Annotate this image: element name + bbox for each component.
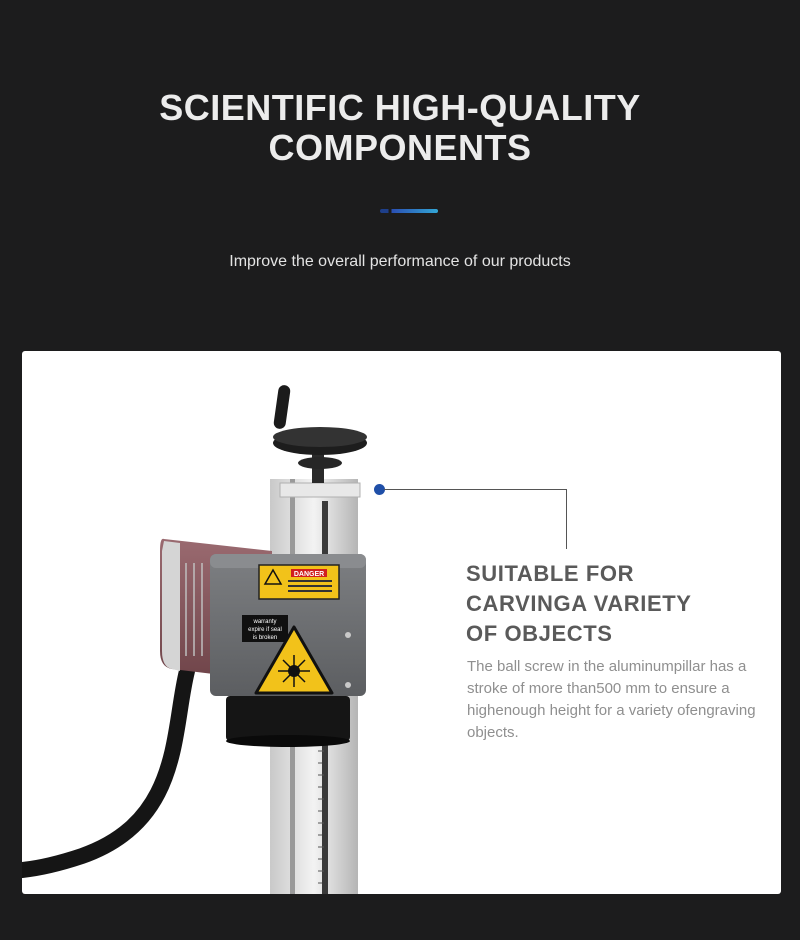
product-feature-card: [22, 351, 781, 894]
callout-leader-line-vertical: [566, 489, 567, 549]
danger-label-text: DANGER: [293, 571, 325, 578]
feature-title-line-2: CARVINGA VARIETY: [466, 591, 692, 616]
warranty-label-line-1: warranty: [253, 619, 277, 625]
feature-title: [466, 559, 766, 649]
callout-leader-line: [384, 489, 567, 490]
feature-title-line-3: OF OBJECTS: [466, 621, 613, 646]
page-title-line-1: SCIENTIFIC HIGH-QUALITY: [159, 87, 641, 128]
page-subtitle: Improve the overall performance of our products: [229, 253, 571, 270]
fiber-cable: [22, 671, 187, 870]
feature-title-line-1: SUITABLE FOR: [466, 561, 635, 586]
feature-description: The ball screw in the aluminumpillar has a stroke of more than500 mm to ensure a highenough height for a variety ofengraving objects.: [467, 658, 756, 741]
field-lens: [226, 696, 350, 741]
warranty-label-line-3: is broken: [252, 635, 278, 641]
page-title-line-2: COMPONENTS: [268, 127, 532, 168]
warranty-label-line-2: expire if seal: [248, 627, 282, 633]
laser-marking-machine-image: [22, 351, 442, 894]
page-title: [0, 88, 800, 168]
title-accent-divider: [380, 209, 438, 213]
lift-handle: [273, 384, 291, 429]
